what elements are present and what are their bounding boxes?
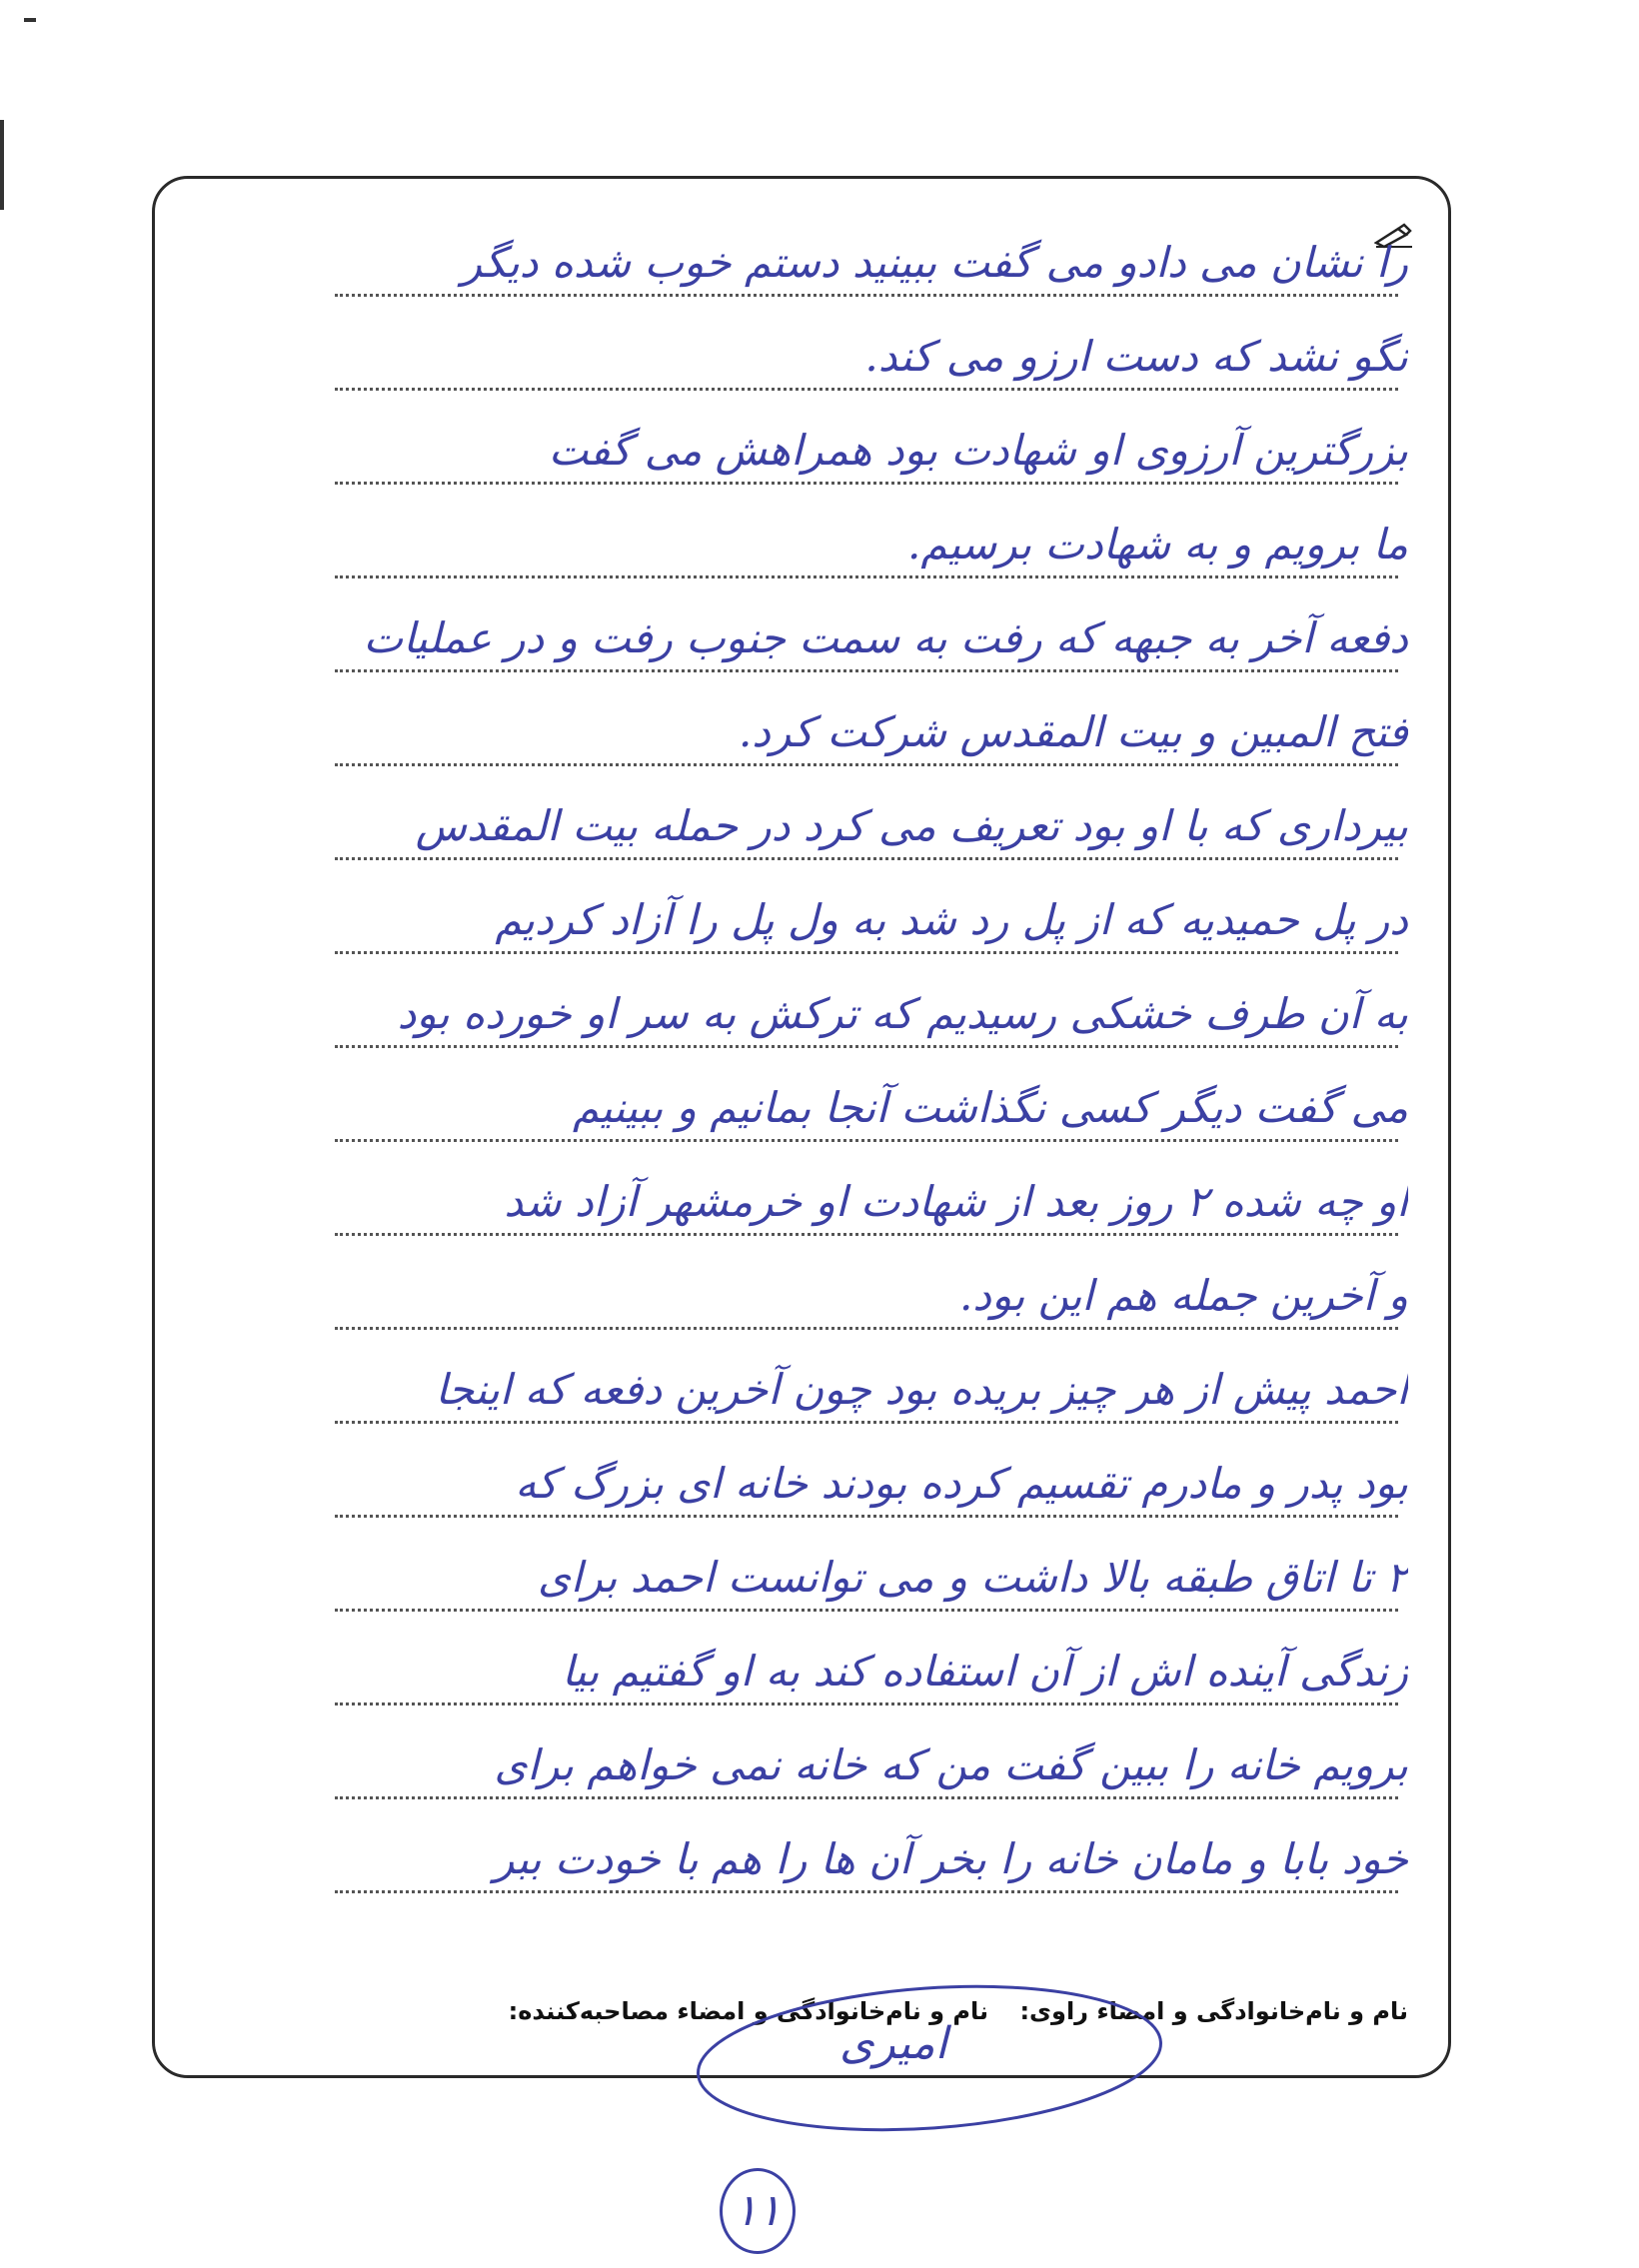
ruled-line bbox=[185, 1534, 1418, 1612]
ruled-line bbox=[185, 407, 1418, 485]
handwritten-line: خود بابا و مامان خانه را بخر آن ها را هم با خودت ببر bbox=[494, 1834, 1408, 1883]
ruled-line bbox=[185, 970, 1418, 1048]
handwritten-line: را نشان می دادو می گفت ببینید دستم خوب شده دیگر bbox=[461, 238, 1408, 287]
handwritten-line: دفعه آخر به جبهه که رفت به سمت جنوب رفت و در عملیات bbox=[363, 613, 1408, 662]
ruled-line bbox=[185, 1721, 1418, 1799]
ruled-line bbox=[185, 594, 1418, 672]
ruled-line bbox=[185, 1440, 1418, 1518]
ruled-line bbox=[185, 501, 1418, 578]
scan-mark-left bbox=[0, 120, 4, 210]
ruled-line bbox=[185, 1252, 1418, 1330]
handwritten-line: بیرداری که با او بود تعریف می کرد در حمله بیت المقدس bbox=[415, 801, 1408, 850]
ruled-line bbox=[185, 876, 1418, 954]
handwritten-line: در پل حمیدیه که از پل رد شد به ول پل را آزاد کردیم bbox=[495, 895, 1408, 944]
handwritten-line: می گفت دیگر کسی نگذاشت آنجا بمانیم و ببینیم bbox=[572, 1083, 1408, 1132]
handwritten-line: او چه شده ۲ روز بعد از شهادت او خرمشهر آزاد شد bbox=[504, 1177, 1408, 1226]
ruled-line bbox=[185, 1815, 1418, 1893]
ruled-line bbox=[185, 313, 1418, 391]
ruled-line bbox=[185, 219, 1418, 297]
handwritten-line: بود پدر و مادرم تقسیم کرده بودند خانه ای بزرگ که bbox=[515, 1459, 1408, 1508]
handwritten-line: نگو نشد که دست ارزو می کند. bbox=[864, 332, 1408, 381]
handwritten-line: احمد پیش از هر چیز بریده بود چون آخرین دفعه که اینجا bbox=[435, 1365, 1408, 1414]
narrator-signature-label: نام و نام‌خانوادگی و امضاء راوی: bbox=[1019, 1997, 1408, 2025]
handwritten-line: بزرگترین آرزوی او شهادت بود همراهش می گفت bbox=[548, 426, 1408, 475]
ruled-lines bbox=[185, 219, 1418, 2075]
ruled-line bbox=[185, 1346, 1418, 1424]
ruled-line bbox=[185, 1158, 1418, 1236]
ruled-line bbox=[185, 1628, 1418, 1705]
handwritten-line: زندگی آینده اش از آن استفاده کند به او گفتیم بیا bbox=[562, 1647, 1408, 1696]
interviewer-signature-label: نام و نام‌خانوادگی و امضاء مصاحبه‌کننده: bbox=[508, 1997, 988, 2025]
handwritten-line: ۲ تا اتاق طبقه بالا داشت و می توانست احمد برای bbox=[537, 1553, 1408, 1602]
ruled-line bbox=[185, 782, 1418, 860]
ruled-line bbox=[185, 1064, 1418, 1142]
handwritten-line: فتح المبین و بیت المقدس شرکت کرد. bbox=[738, 707, 1408, 756]
page-number: ۱۱ bbox=[720, 2168, 796, 2254]
handwritten-line: ما برویم و به شهادت برسیم. bbox=[907, 520, 1408, 568]
scan-mark-top bbox=[24, 18, 36, 22]
handwritten-line: و آخرین جمله هم این بود. bbox=[958, 1271, 1408, 1320]
form-frame bbox=[152, 176, 1451, 2078]
interviewer-signature: امیری bbox=[839, 2018, 947, 2069]
handwritten-line: به آن طرف خشکی رسیدیم که ترکش به سر او خورده بود bbox=[397, 989, 1408, 1038]
handwritten-line: برویم خانه را ببین گفت من که خانه نمی خواهم برای bbox=[494, 1740, 1408, 1789]
ruled-line bbox=[185, 688, 1418, 766]
